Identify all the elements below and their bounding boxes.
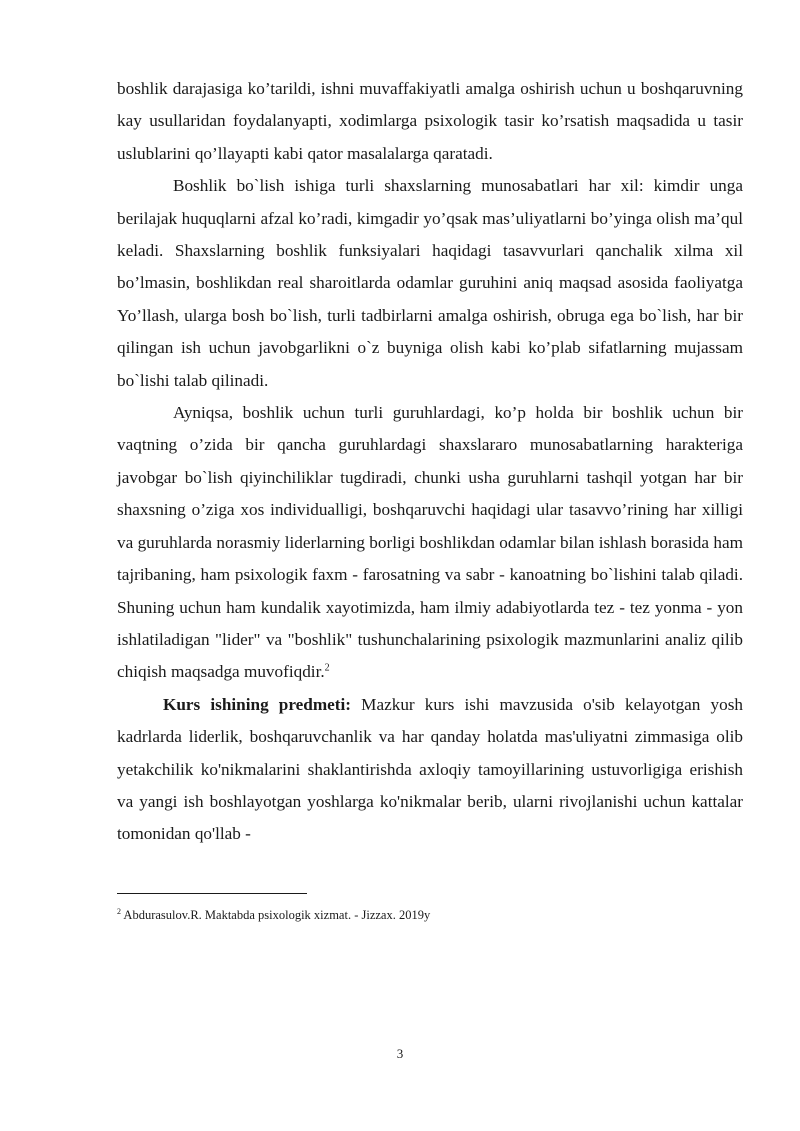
paragraph-1: boshlik darajasiga ko’tarildi, ishni muvaffakiyatli amalga oshirish uchun u boshqaruvning kay usullaridan foydalanyapti, xodimlarga psixologik tasir ko’rsatish maqsadida u tasir uslublarini qo’llayapti kabi qator masalalarga qaratadi.: [117, 79, 743, 163]
footnote-reference[interactable]: 2: [324, 662, 330, 674]
footnote-marker: 2: [117, 906, 121, 916]
paragraph-3: [117, 397, 743, 689]
paragraph-4-text: Mazkur kurs ishi mavzusida o'sib kelayotgan yosh kadrlarda liderlik, boshqaruvchanlik va har qanday holatda mas'uliyatni zimmasiga olib yetakchilik ko'nikmalarini shaklantirishda axloqiy tamoyillarining ustuvorligiga erishish va yangi ish boshlayotgan yoshlarga ko'nikmalar berib, ularni rivojlanishi uchun kattalar tomonidan qo'llab -: [117, 694, 744, 844]
subject-heading: Kurs ishining predmeti:: [163, 694, 352, 714]
footnote-divider: [117, 893, 307, 894]
body-text: [117, 73, 743, 851]
footnote: [117, 907, 743, 923]
paragraph-4: [117, 689, 743, 851]
footnote-text: Abdurasulov.R. Maktabda psixologik xizmat. - Jizzax. 2019y: [121, 908, 431, 922]
paragraph-2: Boshlik bo`lish ishiga turli shaxslarning munosabatlari har xil: kimdir unga berilajak huquqlarni afzal ko’radi, kimgadir yo’qsak mas’uliyatlarni bo’yinga olish ma’qul keladi. Shaxslarning boshlik funksiyalari haqidagi tasavvurlari qanchalik xilma xil bo’lmasin, boshlikdan real sharoitlarda odamlar guruhini aniq maqsad asosida faoliyatga Yo’llash, ularga bosh bo`lish, turli tadbirlarni amalga oshirish, obruga ega bo`lish, har bir qilingan ish uchun javobgarlikni o`z buyniga olish kabi ko’plab sifatlarning mujassam bo`lishi talab qilinadi.: [117, 176, 743, 390]
paragraph-3-text: Ayniqsa, boshlik uchun turli guruhlardagi, ko’p holda bir boshlik uchun bir vaqtning o’zida bir qancha guruhlardagi shaxslararo munosabatlarning harakteriga javobgar bo`lish qiyinchiliklar tugdiradi, chunki usha guruhlarni tashqil yotgan har bir shaxsning o’ziga xos individualligi, boshqaruvchi haqidagi ular tasavvo’rining har xilligi va guruhlarda norasmiy liderlarning borligi boshlikdan odamlar bilan ishlash borasida ham tajribaning, ham psixologik faxm - farosatning va sabr - kanoatning bo`lishini talab qiladi. Shuning uchun ham kundalik xayotimizda, ham ilmiy adabiyotlarda tez - tez yonma - yon ishlatiladigan "lider" va "boshlik" tushunchalarining psixologik mazmunlarini analiz qilib chiqish maqsadga muvofiqdir.: [117, 403, 743, 682]
page-number: 3: [396, 1046, 404, 1061]
